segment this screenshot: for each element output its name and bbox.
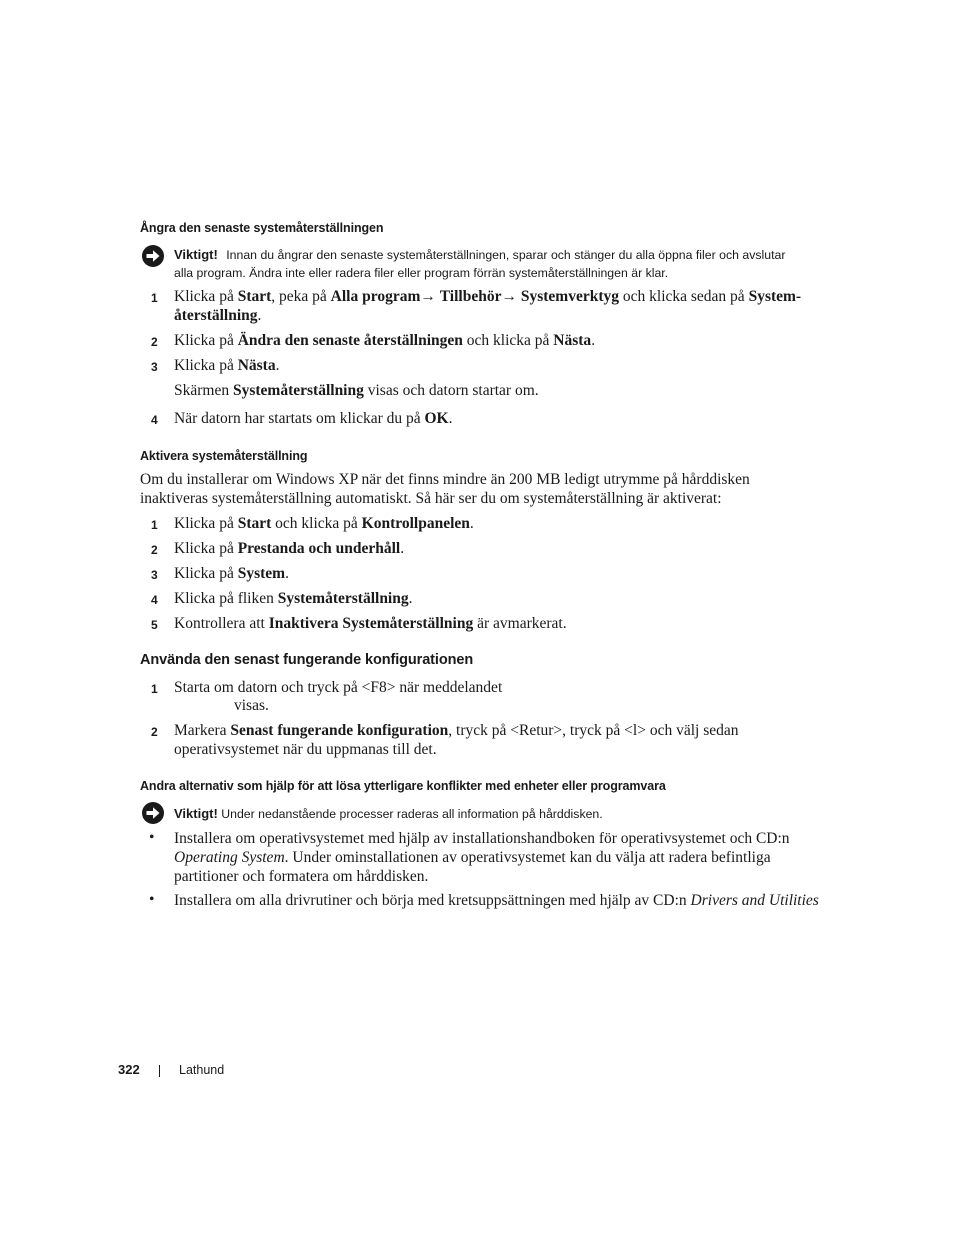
intro-paragraph: Om du installerar om Windows XP när det finns mindre än 200 MB ledigt utrymme på hårddisken inaktiveras systemåterställning automatiskt. Så här ser du om systemåterställning är aktiverat: <box>140 471 750 507</box>
step-text-continuation: operativsystemet när du uppmanas till det. <box>174 741 437 758</box>
bullet-marker: • <box>149 891 155 908</box>
step-number: 2 <box>151 543 158 557</box>
notice-arrow-icon <box>141 801 165 825</box>
notice-arrow-icon <box>141 244 165 268</box>
step-number: 3 <box>151 568 158 582</box>
step-number: 5 <box>151 618 158 632</box>
step-text: Klicka på Nästa. <box>174 357 280 374</box>
footer-label: Lathund <box>179 1063 225 1077</box>
step-text: Klicka på Start, peka på Alla program→ Tillbehör→ Systemverktyg och klicka sedan på System- <box>174 288 802 305</box>
step-number: 2 <box>151 725 158 739</box>
step-text: Klicka på Prestanda och underhåll. <box>174 540 405 557</box>
bullet-text: Installera om alla drivrutiner och börja med kretsuppsättningen med hjälp av CD:n Drivers and Utilities <box>174 892 819 909</box>
step-number: 1 <box>151 682 158 696</box>
notice-text: Viktigt! Innan du ångrar den senaste systemåterställningen, sparar och stänger du alla öppna filer och avslutar alla program. Ändra inte eller radera filer eller program förrän systemåterställningen är klar. <box>174 247 786 280</box>
footer-divider <box>159 1065 160 1077</box>
page-number: 322 <box>118 1062 140 1077</box>
step-number: 1 <box>151 518 158 532</box>
step-text-continuation: återställning. <box>174 307 262 324</box>
bullet-marker: • <box>149 829 155 846</box>
bullet-text: Installera om operativsystemet med hjälp av installationshandboken för operativsystemet och CD:n Operating System. Under ominstallationen av operativsystemet kan du välja att radera befintliga partitioner och formatera om hårddisken. <box>174 830 790 885</box>
step-text: Klicka på Start och klicka på Kontrollpanelen. <box>174 515 474 532</box>
step-text: Klicka på System. <box>174 565 289 582</box>
step-text: Markera Senast fungerande konfiguration, tryck på <Retur>, tryck på <l> och välj sedan <box>174 722 739 739</box>
step-text: Kontrollera att Inaktivera Systemåterställning är avmarkerat. <box>174 615 567 632</box>
step-number: 2 <box>151 335 158 349</box>
section-heading: Använda den senast fungerande konfigurationen <box>140 652 474 668</box>
step-number: 3 <box>151 360 158 374</box>
section-heading: Ångra den senaste systemåterställningen <box>140 221 384 235</box>
step-number: 4 <box>151 593 158 607</box>
step-number: 1 <box>151 291 158 305</box>
step-text: Klicka på fliken Systemåterställning. <box>174 590 413 607</box>
section-heading: Andra alternativ som hjälp för att lösa ytterligare konflikter med enheter eller programvara <box>140 779 666 793</box>
step-text: Starta om datorn och tryck på <F8> när meddelandet <box>174 679 503 696</box>
step-note: Skärmen Systemåterställning visas och datorn startar om. <box>174 382 539 399</box>
notice-text: Viktigt! Under nedanstående processer raderas all information på hårddisken. <box>174 806 603 821</box>
step-number: 4 <box>151 413 158 427</box>
step-text-continuation: visas. <box>234 697 269 714</box>
notice-label: Viktigt! <box>174 806 218 821</box>
step-text: Klicka på Ändra den senaste återställningen och klicka på Nästa. <box>174 332 596 349</box>
notice-label: Viktigt! <box>174 247 218 262</box>
step-text: När datorn har startats om klickar du på OK. <box>174 410 453 427</box>
section-heading: Aktivera systemåterställning <box>140 449 308 463</box>
